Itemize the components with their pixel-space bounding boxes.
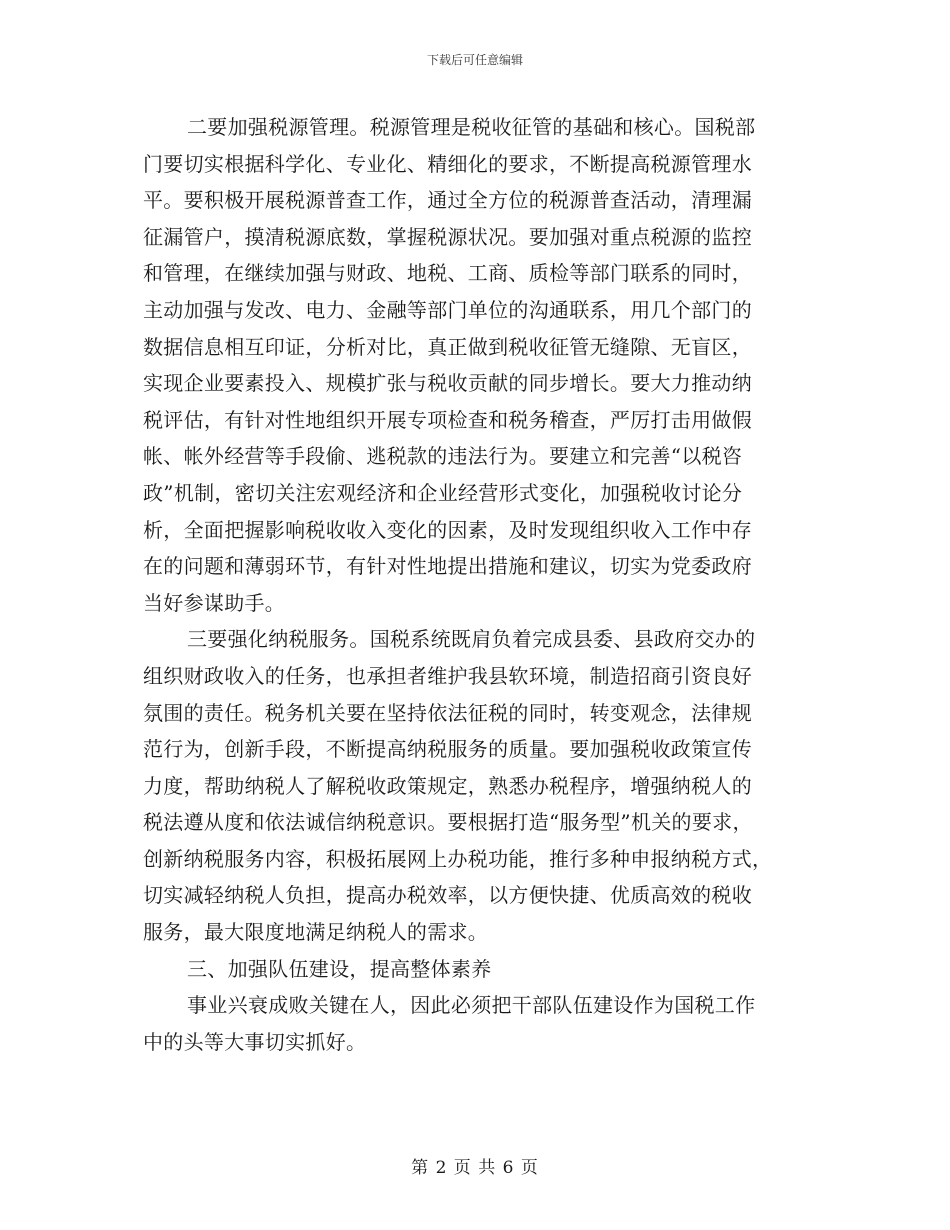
text-line: 切实减轻纳税人负担，提高办税效率，以方便快捷、优质高效的税收 [143, 883, 752, 908]
document-body [143, 109, 805, 1060]
text-line: 三、加强队伍建设，提高整体素养 [187, 956, 492, 981]
text-line: 服务，最大限度地满足纳税人的需求。 [143, 920, 489, 945]
text-line: 税评估，有针对性地组织开展专项检查和税务稽查，严厉打击用做假 [143, 407, 752, 432]
text-line: 帐、帐外经营等手段偷、逃税款的违法行为。要建立和完善“以税咨 [143, 444, 743, 469]
text-line: 力度，帮助纳税人了解税收政策规定，熟悉办税程序，增强纳税人的 [143, 773, 752, 798]
text-line: 二要加强税源管理。税源管理是税收征管的基础和核心。国税部 [187, 115, 756, 139]
text-line: 事业兴衰成败关键在人，因此必须把干部队伍建设作为国税工作 [187, 993, 756, 1018]
text-line: 政”机制，密切关注宏观经济和企业经营形式变化，加强税收讨论分 [143, 480, 743, 505]
text-line: 中的头等大事切实抓好。 [143, 1029, 367, 1054]
section-heading [143, 951, 805, 988]
text-line: 当好参谋助手。 [143, 590, 286, 615]
text-line: 主动加强与发改、电力、金融等部门单位的沟通联系，用几个部门的 [143, 297, 752, 322]
text-line: 和管理，在继续加强与财政、地税、工商、质检等部门联系的同时， [143, 261, 752, 286]
text-line: 析，全面把握影响税收收入变化的因素，及时发现组织收入工作中存 [143, 517, 752, 542]
paragraph-tax-service [143, 621, 805, 950]
text-line: 范行为，创新手段，不断提高纳税服务的质量。要加强税收政策宣传 [143, 737, 752, 762]
text-line: 三要强化纳税服务。国税系统既肩负着完成县委、县政府交办的 [187, 627, 756, 652]
text-line: 在的问题和薄弱环节，有针对性地提出措施和建议，切实为党委政府 [143, 554, 752, 579]
text-line: 氛围的责任。税务机关要在坚持依法征税的同时，转变观念，法律规 [143, 700, 752, 725]
paragraph-team-building [143, 987, 805, 1060]
text-line: 税法遵从度和依法诚信纳税意识。要根据打造“服务型”机关的要求， [143, 810, 753, 835]
text-line: 组织财政收入的任务，也承担者维护我县软环境，制造招商引资良好 [143, 663, 752, 688]
text-line: 创新纳税服务内容，积极拓展网上办税功能，推行多种申报纳税方式， [143, 846, 773, 871]
text-line: 数据信息相互印证，分析对比，真正做到税收征管无缝隙、无盲区， [143, 334, 752, 359]
text-line: 征漏管户，摸清税源底数，掌握税源状况。要加强对重点税源的监控 [143, 224, 752, 249]
text-line: 门要切实根据科学化、专业化、精细化的要求，不断提高税源管理水 [143, 151, 752, 176]
page-header: 下载后可任意编辑 [426, 53, 523, 67]
paragraph-tax-source-management [143, 109, 805, 621]
text-line: 平。要积极开展税源普查工作，通过全方位的税源普查活动，清理漏 [143, 188, 752, 213]
page-number: 第 2 页 共 6 页 [411, 1158, 539, 1178]
text-line: 实现企业要素投入、规模扩张与税收贡献的同步增长。要大力推动纳 [143, 371, 752, 396]
